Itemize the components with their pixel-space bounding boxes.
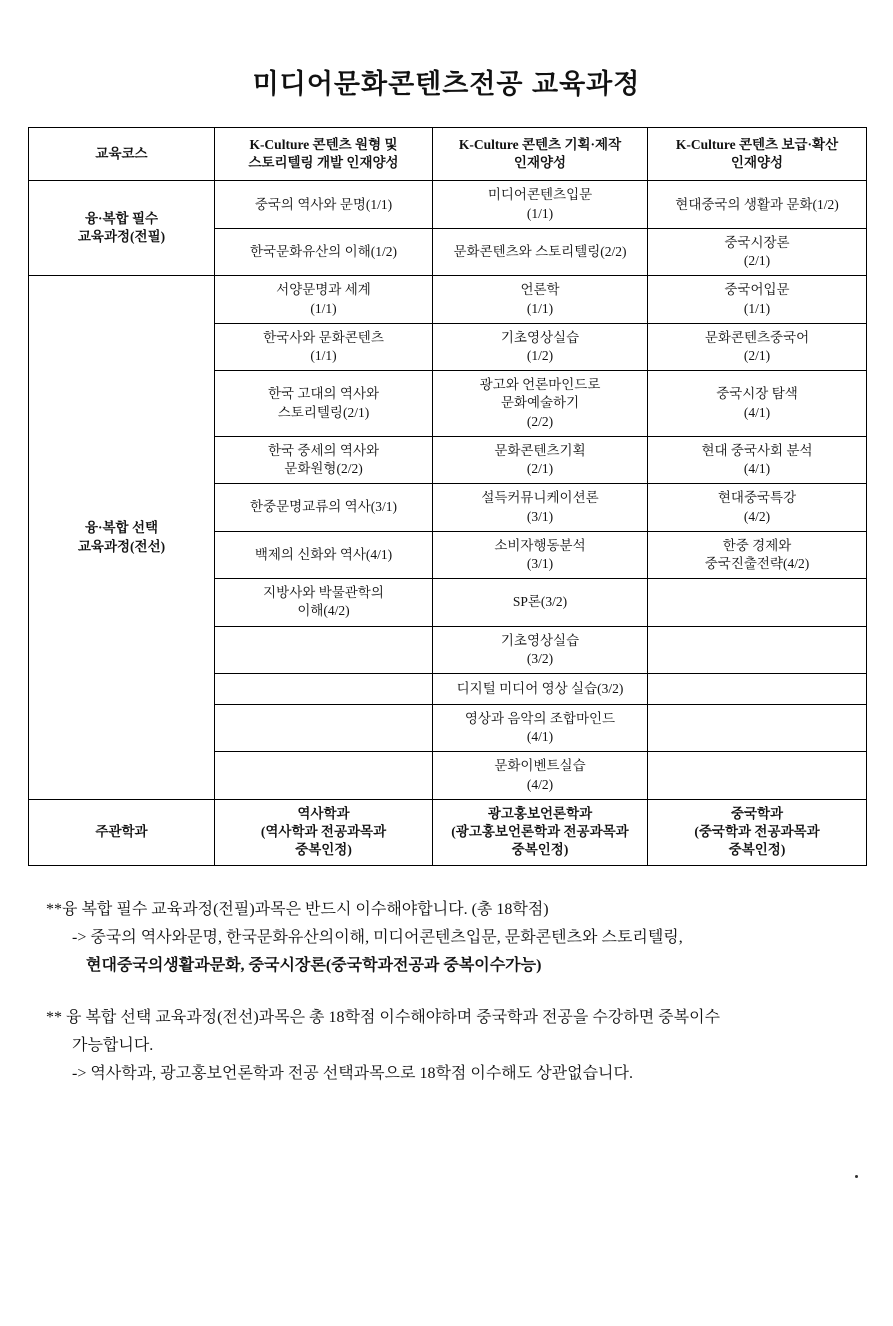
course-line: 기초영상실습 [500,329,580,345]
course-line: (2/1) [743,347,771,363]
course-line: (2/2) [526,413,554,429]
course-cell [433,323,648,370]
header-cell-track-1 [215,128,433,181]
course-cell [215,323,433,370]
course-line: (3/1) [526,508,554,524]
course-cell [433,276,648,323]
course-line: (1/1) [310,347,337,363]
note-block-elective [46,1004,847,1088]
curriculum-table [28,127,867,866]
course-line: (4/1) [526,729,554,745]
course-cell [433,705,648,752]
page-title: 미디어문화콘텐츠전공 교육과정 [252,69,641,99]
dept-line: 중복인정) [295,842,352,858]
notes-section [46,896,847,1088]
course-line: 한국문화유산의 이해(1/2) [250,243,397,259]
dept-line: (중국학과 전공과목과 [694,824,820,840]
course-line: 언론학 [520,282,560,298]
course-line: 설득커뮤니케이션론 [481,490,599,506]
course-cell [215,371,433,437]
course-line: 한중 경제와 [722,537,792,553]
course-line: 현대 중국사회 분석 [701,442,813,458]
header-line: 스토리텔링 개발 인재양성 [248,155,399,171]
course-cell [433,626,648,673]
note-line: 가능합니다. [72,1036,154,1054]
course-cell [648,484,867,531]
course-line: 지방사와 박물관학의 [263,585,384,601]
course-line: 서양문명과 세계 [276,282,371,298]
footer-dept-2 [433,799,648,865]
stray-mark [855,1175,858,1178]
course-cell [433,674,648,705]
course-cell-empty [648,579,867,626]
course-cell-empty [215,674,433,705]
course-cell [648,276,867,323]
footer-label [29,799,215,865]
header-line: K-Culture 콘텐츠 보급·확산 [675,137,839,152]
course-line: 소비자행동분석 [494,537,586,553]
course-cell [215,181,433,228]
course-cell [648,436,867,483]
course-line: (1/2) [526,347,554,363]
header-line: K-Culture 콘텐츠 원형 및 [249,137,398,152]
course-line: 기초영상실습 [500,632,580,648]
course-line: (1/1) [526,300,554,316]
note-line: -> 중국의 역사와문명, 한국문화유산의이해, 미디어콘텐츠입문, 문화콘텐츠와 스토리텔링, [72,928,683,946]
course-line: 중국시장 탐색 [716,386,798,402]
note-block-required [46,896,847,980]
course-line: (2/1) [743,253,771,269]
course-cell [433,371,648,437]
course-line: 현대중국특강 [717,490,797,506]
course-line: 문화콘텐츠기획 [494,442,586,458]
dept-line: 중국학과 [730,805,784,821]
course-cell [433,228,648,275]
course-cell [433,752,648,799]
course-line: 스토리텔링(2/1) [277,404,370,420]
document-page [0,62,893,1326]
table-row [29,276,867,323]
course-cell-empty [215,752,433,799]
course-cell [433,579,648,626]
course-line: (1/1) [526,205,554,221]
table-footer-row [29,799,867,865]
note-line: 현대중국의생활과문화, 중국시장론(중국학과전공과 중복이수가능) [86,956,542,974]
course-line: (4/1) [743,404,771,420]
course-line: (4/2) [526,776,554,792]
course-cell-empty [648,626,867,673]
course-line: 현대중국의 생활과 문화(1/2) [675,196,839,212]
course-line: SP론(3/2) [512,594,568,610]
course-line: 문화콘텐츠와 스토리텔링(2/2) [453,243,627,259]
label-line: 융·복합 필수 [84,211,159,227]
header-line: 인재양성 [730,155,784,171]
course-line: 문화원형(2/2) [284,461,363,477]
course-cell [215,531,433,578]
course-cell [215,228,433,275]
header-cell-track-2 [433,128,648,181]
course-line: 한중문명교류의 역사(3/1) [250,499,397,515]
course-cell [433,181,648,228]
course-cell [648,228,867,275]
label-line: 융·복합 선택 [84,520,159,536]
header-line: K-Culture 콘텐츠 기획·제작 [458,137,622,152]
table-header-row [29,128,867,181]
section-label-required [29,181,215,276]
label-line: 주관학과 [95,824,148,840]
course-line: 한국사와 문화콘텐츠 [263,329,384,345]
course-line: 한국 고대의 역사와 [267,386,380,402]
course-cell [215,276,433,323]
dept-line: (역사학과 전공과목과 [260,824,387,840]
course-line: 중국의 역사와 문명(1/1) [254,196,393,212]
course-line: 백제의 신화와 역사(4/1) [254,546,393,562]
course-line: 광고와 언론마인드로 [479,377,601,393]
course-cell [648,531,867,578]
dept-line: 중복인정) [511,842,569,858]
course-line: 중국어입문 [724,282,790,298]
course-cell [215,436,433,483]
course-line: 디지털 미디어 영상 실습(3/2) [456,680,624,696]
course-cell [648,323,867,370]
header-cell-course [29,128,215,181]
course-cell [433,531,648,578]
dept-line: 중복인정) [728,842,786,858]
course-line: 중국진출전략(4/2) [704,555,810,571]
course-line: 문화콘텐츠중국어 [704,329,810,345]
course-cell [648,371,867,437]
course-cell-empty [648,752,867,799]
label-line: 교육과정(전필) [77,229,166,245]
course-cell [433,484,648,531]
course-line: 문화예술하기 [500,395,580,411]
header-line: 교육코스 [95,146,148,162]
section-label-elective [29,276,215,800]
course-cell-empty [648,674,867,705]
note-line: ** 융 복합 선택 교육과정(전선)과목은 총 18학점 이수해야하며 중국학과 전공을 수강하면 중복이수 [46,1008,720,1026]
course-line: 미디어콘텐츠입문 [487,187,593,203]
note-line: -> 역사학과, 광고홍보언론학과 전공 선택과목으로 18학점 이수해도 상관없습니다. [72,1064,633,1082]
dept-line: (광고홍보언론학과 전공과목과 [451,824,629,840]
course-line: 영상과 음악의 조합마인드 [464,711,616,727]
course-line: (1/1) [743,300,771,316]
course-cell [215,579,433,626]
dept-line: 광고홍보언론학과 [487,805,593,821]
header-cell-track-3 [648,128,867,181]
course-cell-empty [648,705,867,752]
course-line: (3/1) [526,555,554,571]
course-line: 문화이벤트실습 [494,758,586,774]
course-cell [215,484,433,531]
course-cell [433,436,648,483]
footer-dept-3 [648,799,867,865]
note-spacer [46,986,847,1004]
course-line: (1/1) [310,300,337,316]
course-line: 한국 중세의 역사와 [267,442,380,458]
dept-line: 역사학과 [297,805,350,821]
course-line: 중국시장론 [724,234,790,250]
label-line: 교육과정(전선) [77,538,166,554]
course-cell [648,181,867,228]
course-cell-empty [215,626,433,673]
course-cell-empty [215,705,433,752]
course-line: (2/1) [526,461,554,477]
course-line: 이해(4/2) [297,603,350,619]
course-line: (3/2) [526,650,554,666]
header-line: 인재양성 [513,155,567,171]
course-line: (4/1) [743,461,771,477]
footer-dept-1 [215,799,433,865]
table-row [29,181,867,228]
note-line: **융 복합 필수 교육과정(전필)과목은 반드시 이수해야합니다. (총 18학점) [46,900,549,918]
course-line: (4/2) [743,508,771,524]
